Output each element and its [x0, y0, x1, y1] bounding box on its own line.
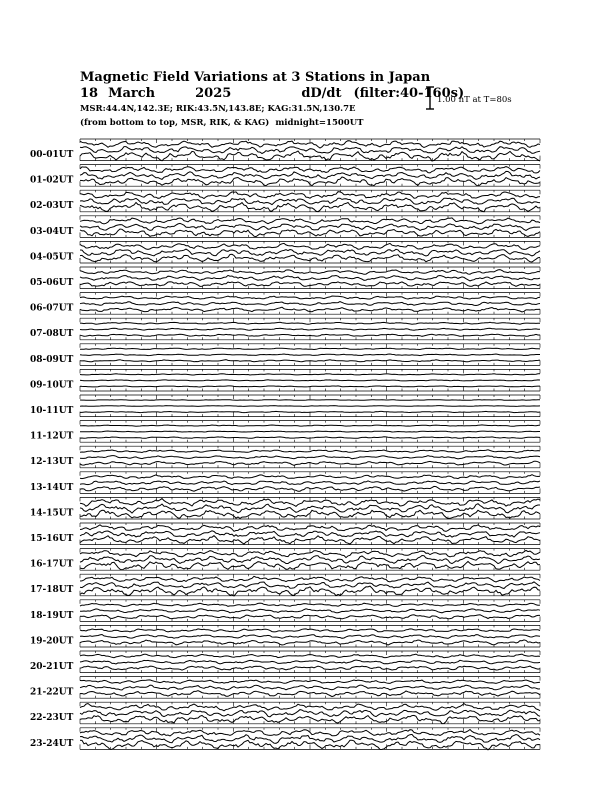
date-year: 2025: [195, 86, 232, 101]
row-07-08UT: [30, 318, 540, 340]
row-label: 14-15UT: [30, 508, 74, 519]
trace-KAG: [80, 374, 540, 375]
trace-KAG: [80, 450, 540, 453]
row-label: 23-24UT: [30, 738, 74, 749]
trace-RIK: [80, 609, 540, 613]
row-12-13UT: [30, 446, 540, 468]
row-label: 08-09UT: [30, 354, 74, 365]
row-label: 20-21UT: [30, 662, 74, 672]
trace-RIK: [80, 354, 540, 356]
row-05-06UT: [30, 267, 540, 289]
filter-label: (filter:40-160s): [353, 86, 465, 101]
trace-RIK: [80, 710, 540, 717]
row-03-04UT: [30, 216, 540, 238]
row-label: 16-17UT: [30, 559, 74, 570]
row-04-05UT: [30, 241, 540, 263]
row-label: 09-10UT: [30, 380, 74, 391]
row-label: 17-18UT: [30, 585, 74, 596]
trace-RIK: [80, 275, 540, 281]
trace-RIK: [80, 171, 540, 179]
row-13-14UT: [30, 472, 540, 494]
row-label: 07-08UT: [30, 329, 74, 340]
row-label: 11-12UT: [30, 431, 74, 442]
trace-KAG: [80, 322, 540, 324]
row-01-02UT: [30, 165, 540, 187]
trace-RIK: [80, 481, 540, 485]
chart-title: Magnetic Field Variations at 3 Stations in Japan: [80, 70, 431, 85]
trace-KAG: [80, 348, 540, 349]
quantity-label: dD/dt: [301, 86, 342, 101]
row-label: 15-16UT: [30, 534, 74, 544]
row-21-22UT: [30, 677, 540, 699]
trace-KAG: [80, 400, 540, 401]
trace-RIK: [80, 734, 540, 743]
row-label: 13-14UT: [30, 482, 74, 493]
midnight-note: midnight=1500UT: [275, 118, 364, 128]
trace-RIK: [80, 223, 540, 230]
order-note: (from bottom to top, MSR, RIK, & KAG): [80, 118, 270, 128]
row-label: 19-20UT: [30, 636, 74, 647]
row-11-12UT: [30, 421, 540, 443]
trace-rows: [30, 139, 540, 750]
trace-KAG: [80, 654, 540, 658]
row-10-11UT: [30, 395, 540, 417]
row-09-10UT: [30, 369, 540, 391]
trace-RIK: [80, 685, 540, 690]
trace-RIK: [80, 380, 540, 381]
trace-KAG: [80, 525, 540, 532]
row-00-01UT: [30, 139, 540, 161]
trace-RIK: [80, 198, 540, 205]
row-label: 18-19UT: [30, 610, 74, 621]
station-coordinates: MSR:44.4N,142.3E; RIK:43.5N,143.8E; KAG:31.5N,130.7E: [80, 104, 356, 114]
row-18-19UT: [30, 600, 540, 622]
trace-KAG: [80, 629, 540, 632]
trace-RIK: [80, 531, 540, 537]
row-02-03UT: [30, 190, 540, 212]
trace-KAG: [80, 425, 540, 426]
row-label: 21-22UT: [30, 687, 74, 698]
row-14-15UT: [30, 497, 540, 519]
row-08-09UT: [30, 344, 540, 366]
row-06-07UT: [30, 293, 540, 315]
trace-RIK: [80, 147, 540, 154]
trace-RIK: [80, 635, 540, 639]
date-month: March: [108, 86, 156, 101]
row-16-17UT: [30, 549, 540, 571]
row-label: 01-02UT: [30, 175, 74, 186]
trace-RIK: [80, 431, 540, 432]
row-15-16UT: [30, 523, 540, 545]
trace-RIK: [80, 249, 540, 256]
row-label: 00-01UT: [30, 150, 74, 160]
row-17-18UT: [30, 574, 540, 596]
row-label: 22-23UT: [30, 713, 74, 724]
row-label: 10-11UT: [30, 406, 74, 416]
row-20-21UT: [30, 651, 540, 673]
trace-RIK: [80, 328, 540, 330]
date-day: 18: [80, 86, 99, 101]
trace-RIK: [80, 302, 540, 306]
row-label: 12-13UT: [30, 457, 74, 468]
row-23-24UT: [30, 728, 540, 750]
trace-RIK: [80, 456, 540, 459]
row-22-23UT: [30, 702, 540, 724]
trace-MSR: [80, 437, 540, 439]
scale-bar: [426, 87, 434, 109]
trace-RIK: [80, 406, 540, 407]
row-label: 02-03UT: [30, 201, 74, 212]
trace-RIK: [80, 660, 540, 664]
scale-bar-label: 1.00 nT at T=80s: [437, 95, 512, 105]
trace-MSR: [80, 411, 540, 412]
row-label: 05-06UT: [30, 278, 74, 288]
row-label: 06-07UT: [30, 303, 74, 314]
row-label: 03-04UT: [30, 226, 74, 237]
row-label: 04-05UT: [30, 252, 74, 263]
trace-RIK: [80, 504, 540, 513]
row-19-20UT: [30, 625, 540, 647]
